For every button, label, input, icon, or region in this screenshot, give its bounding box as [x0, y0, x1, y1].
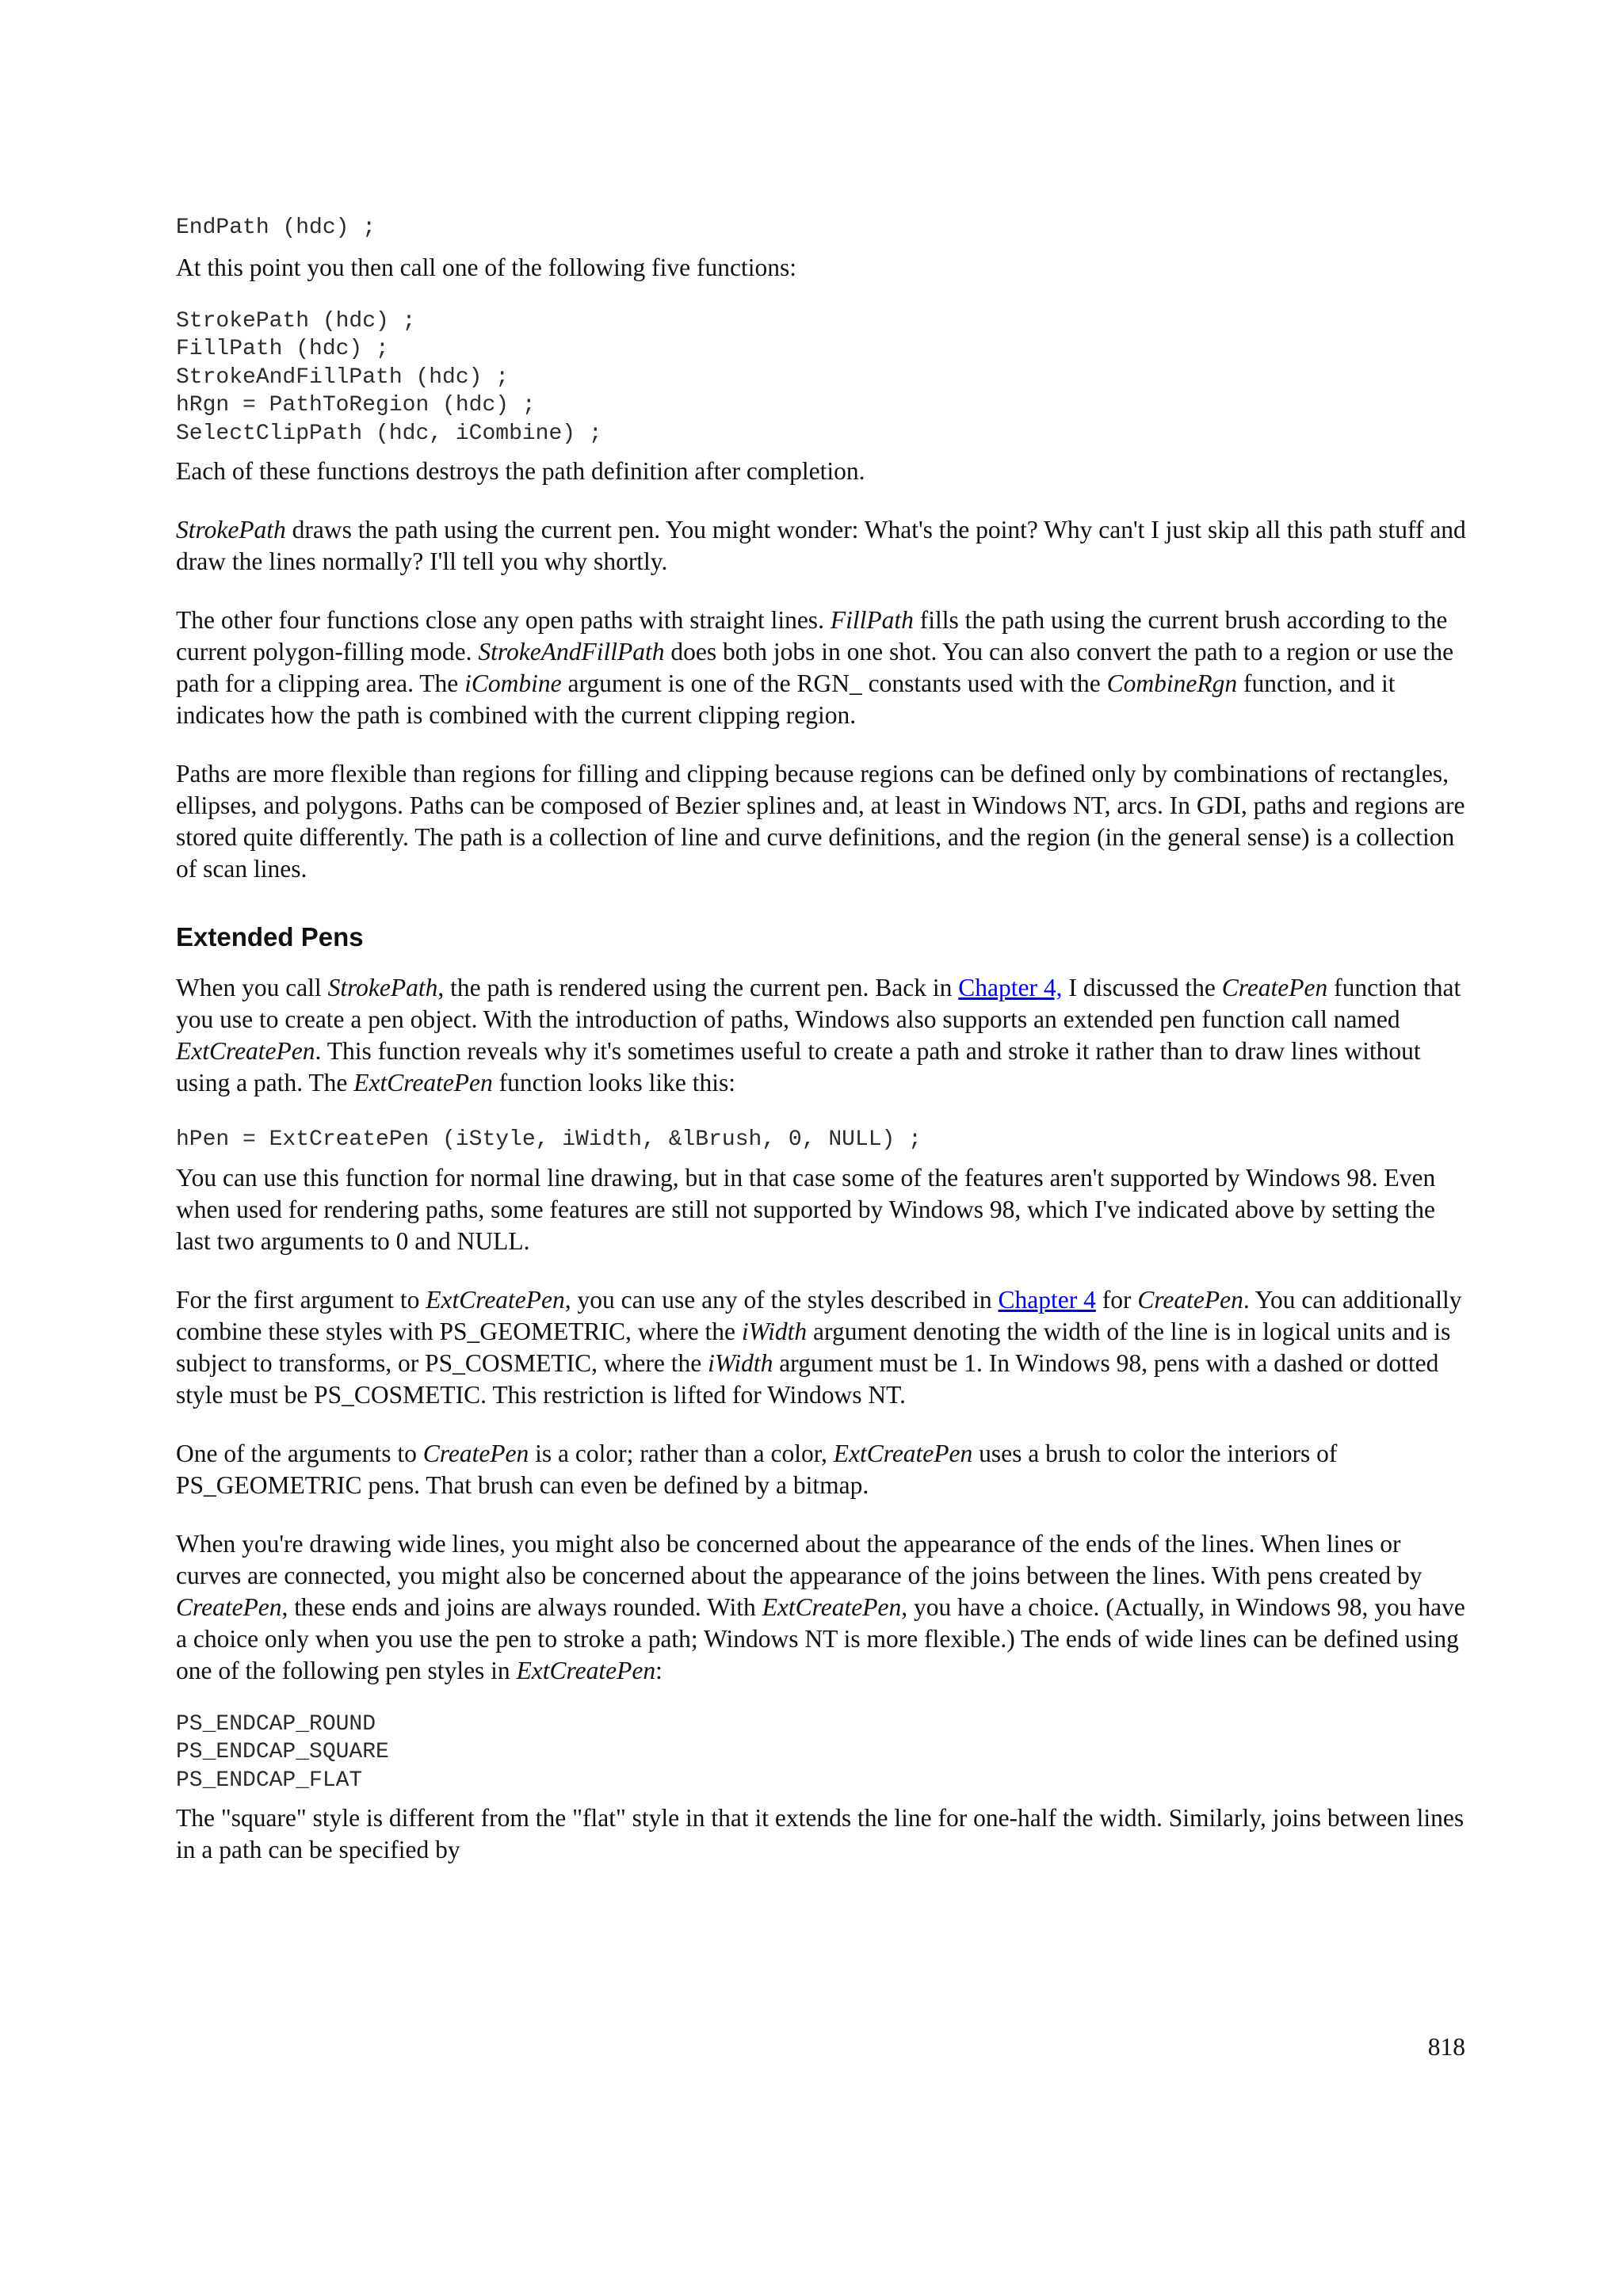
code-line: PS_ENDCAP_ROUND — [176, 1711, 376, 1737]
document-page — [176, 214, 1468, 1866]
chapter-4-link[interactable]: Chapter 4, — [958, 974, 1063, 1001]
italic-function-name: ExtCreatePen — [353, 1069, 493, 1097]
code-line: FillPath (hdc) ; — [176, 337, 389, 361]
text-run: argument is one of the RGN_ constants used with the — [561, 669, 1107, 697]
chapter-4-link[interactable]: Chapter 4 — [998, 1285, 1096, 1314]
italic-function-name: CreatePen — [176, 1592, 282, 1621]
text-run: does both jobs in one shot. You can also convert the path to a region or use the path for a clipping area. The — [176, 638, 1454, 697]
text-run: , the path is rendered using the current pen. Back in — [437, 974, 959, 1001]
italic-function-name: FillPath — [830, 606, 914, 634]
italic-function-name: CreatePen — [1137, 1285, 1243, 1314]
paragraph-destroys: Each of these functions destroys the path definition after completion. — [176, 457, 865, 485]
text-run: function that you use to create a pen object. With the introduction of paths, Windows also supports an extended pen function call named — [176, 974, 1461, 1033]
text-run: One of the arguments to — [176, 1439, 423, 1467]
paragraph-strokepath — [176, 514, 1468, 578]
code-line: PS_ENDCAP_FLAT — [176, 1768, 363, 1793]
text-run: The other four functions close any open paths with straight lines. — [176, 606, 831, 634]
text-run: When you call — [176, 974, 328, 1001]
page-number: 818 — [1427, 2033, 1465, 2061]
paragraph-first-argument — [176, 1284, 1468, 1411]
text-run: argument denoting the width of the line is in logical units and is subject to transforms, or PS_COSMETIC, where the — [176, 1317, 1451, 1377]
paragraph-one-of-arguments — [176, 1438, 1468, 1501]
code-line: StrokePath (hdc) ; — [176, 308, 416, 334]
italic-argument-name: iCombine — [464, 669, 562, 697]
code-line: StrokeAndFillPath (hdc) ; — [176, 364, 510, 390]
paragraph-square-style: The "square" style is different from the "flat" style in that it extends the line for one-half the width. Similarly, joins between lines in a path can be specified by — [176, 1804, 1465, 1863]
italic-function-name: StrokePath — [327, 974, 438, 1001]
text-run: fills the path using the current brush according to the current polygon-filling mode. — [176, 606, 1448, 666]
text-run: : — [655, 1656, 663, 1684]
text-run: function, and it indicates how the path is combined with the current clipping region. — [176, 669, 1396, 729]
text-run: is a color; rather than a color, — [529, 1439, 834, 1467]
text-run: argument must be 1. In Windows 98, pens with a dashed or dotted style must be PS_COSMETIC. This restriction is lifted for Windows NT. — [176, 1348, 1439, 1409]
paragraph-normal-line: You can use this function for normal line drawing, but in that case some of the features aren't supported by Windows 98. Even when used for rendering paths, some features are still not supported by Windows 98, which I've indicated above by setting the last two arguments to 0 and NULL. — [176, 1163, 1436, 1255]
italic-function-name: ExtCreatePen — [762, 1592, 902, 1621]
code-line: SelectClipPath (hdc, iCombine) ; — [176, 421, 602, 446]
italic-function-name: ExtCreatePen — [176, 1037, 315, 1065]
text-run: , these ends and joins are always rounded. With — [281, 1592, 762, 1621]
code-block-five-functions — [176, 307, 1468, 448]
italic-argument-name: iWidth — [708, 1348, 773, 1377]
code-block-endcap-styles — [176, 1711, 1468, 1795]
italic-argument-name: iWidth — [741, 1317, 808, 1345]
text-run: for — [1095, 1285, 1138, 1314]
paragraph-flexible: Paths are more flexible than regions for filling and clipping because regions can be defined only by combinations of rectangles, ellipses, and polygons. Paths can be composed of Bezier splines and, at least in Windows NT, arcs. In GDI, paths and regions are stored quite differently. The path is a collection of line and curve definitions, and the region (in the general sense) is a collection of scan lines. — [176, 760, 1465, 883]
text-run: , you have a choice. (Actually, in Windows 98, you have a choice only when you use the pen to stroke a path; Windows NT is more flexible.) The ends of wide lines can be defined using one of the following pen styles in — [176, 1592, 1465, 1684]
code-line: PS_ENDCAP_SQUARE — [176, 1740, 389, 1764]
code-ext-create-pen: hPen = ExtCreatePen (iStyle, iWidth, &lBrush, 0, NULL) ; — [176, 1127, 922, 1152]
text-run: When you're drawing wide lines, you might also be concerned about the appearance of the ends of the lines. When lines or curves are connected, you might also be concerned about the appearance of the joins between the lines. With pens created by — [176, 1529, 1423, 1589]
paragraph-other-four — [176, 605, 1468, 731]
italic-function-name: CreatePen — [1221, 974, 1328, 1001]
text-run: I discussed the — [1062, 974, 1222, 1001]
text-run: . You can additionally combine these styles with PS_GEOMETRIC, where the — [176, 1285, 1462, 1345]
text-run: For the first argument to — [176, 1285, 426, 1314]
italic-function-name: ExtCreatePen — [833, 1439, 973, 1467]
italic-function-name: ExtCreatePen — [426, 1285, 565, 1314]
italic-function-name: CombineRgn — [1106, 669, 1238, 697]
paragraph-when-call — [176, 972, 1468, 1099]
paragraph-wide-lines — [176, 1528, 1468, 1687]
section-heading: Extended Pens — [176, 922, 364, 952]
italic-function-name: ExtCreatePen — [516, 1656, 656, 1684]
italic-function-name: StrokePath — [176, 516, 286, 543]
code-line: hRgn = PathToRegion (hdc) ; — [176, 393, 536, 418]
text-run: draws the path using the current pen. You might wonder: What's the point? Why can't I just skip all this path stuff and draw the lines normally? I'll tell you why shortly. — [176, 516, 1466, 575]
text-run: uses a brush to color the interiors of PS_GEOMETRIC pens. That brush can even be defined by a bitmap. — [176, 1439, 1338, 1499]
paragraph-intro: At this point you then call one of the following five functions: — [176, 253, 796, 281]
code-end-path: EndPath (hdc) ; — [176, 215, 376, 240]
text-run: . This function reveals why it's sometimes useful to create a path and stroke it rather than to draw lines without using a path. The — [176, 1037, 1421, 1097]
text-run: , you can use any of the styles described in — [564, 1285, 999, 1314]
italic-function-name: CreatePen — [422, 1439, 529, 1467]
italic-function-name: StrokeAndFillPath — [478, 638, 665, 666]
text-run: function looks like this: — [492, 1069, 736, 1097]
